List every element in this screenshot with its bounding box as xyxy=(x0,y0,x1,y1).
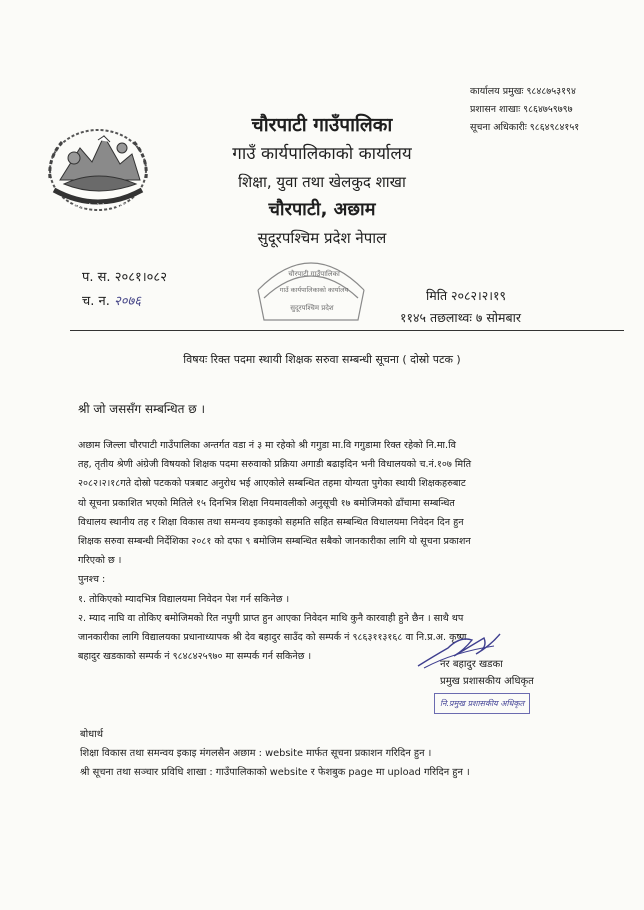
body-line: विधालय स्थानीय तह र शिक्षा विकास तथा समन्वय इकाइको सहमति सहित सम्बन्धित विधालयमा निवेदन दिन हुन xyxy=(78,516,464,528)
stamp-line-1: चौरपाटी गाउँपालिका xyxy=(288,270,340,278)
date-block xyxy=(400,285,521,329)
province-name: सुदूरपश्चिम प्रदेश नेपाल xyxy=(257,229,387,247)
postscript-item: २. म्याद नाघि वा तोकिए बमोजिमको रित नपुगी प्राप्त हुन आएका निवेदन माथि कुनै कारवाही हुने छैन । साथै थप xyxy=(78,612,464,624)
location-name: चौरपाटी, अछाम xyxy=(268,199,376,220)
stamp-line-2: गाउँ कार्यपालिकाको कार्यालय xyxy=(279,286,349,294)
contact-list xyxy=(470,83,640,137)
postscript-item: जानकारीका लागि विद्यालयका प्रधानाध्यापक श्री देव बहादुर साउँद को सम्पर्क नं ९८६३११३१६८ वा नि.प्र.अ. कृष्ण xyxy=(78,632,467,644)
postscript-item: बहादुर खडकाको सम्पर्क नं ९८४८४२५९७० मा सम्पर्क गर्न सकिनेछ । xyxy=(78,651,312,663)
copy-to-heading: बोधार्थ xyxy=(80,729,103,740)
dispatch-number xyxy=(82,290,167,314)
date-bs: मिति २०८२।२।१९ xyxy=(426,288,507,303)
body-line: गरिएको छ । xyxy=(78,555,122,567)
copy-to-line: शिक्षा विकास तथा समन्वय इकाइ मंगलसैन अछाम : website मार्फत सूचना प्रकाशन गरिदिन हुन । xyxy=(80,748,432,759)
signatory-name: नर बहादुर खडका xyxy=(440,659,503,670)
contact-info-officer: सूचना अधिकारीः ९८६४९८४१५१ xyxy=(470,122,580,133)
signatory-seal: नि.प्रमुख प्रशासकीय अधिकृत xyxy=(434,693,530,714)
office-stamp xyxy=(254,250,368,326)
body-line: तह, तृतीय श्रेणी अंग्रेजी विषयको शिक्षक पदमा सरुवाको प्रक्रिया अगाडी बढाइदिन भनी विधालयको च.नं.१०७ मिति xyxy=(78,459,472,471)
letter-number: प. स. २०८१।०८२ xyxy=(82,270,167,285)
postscript-heading: पुनश्च : xyxy=(78,574,106,586)
nepal-emblem-icon xyxy=(40,118,170,218)
reference-block xyxy=(82,266,167,314)
contact-admin-section: प्रशासन शाखाः ९८६४७५९७९७ xyxy=(470,104,573,115)
municipality-name: चौरपाटी गाउँपालिका xyxy=(251,114,393,136)
office-name: गाउँ कार्यपालिकाको कार्यालय xyxy=(232,144,412,164)
dispatch-number-label: च. न. xyxy=(82,294,110,309)
body-line: शिक्षक सरुवा सम्बन्धी निर्देशिका २०८१ को दफा ९ बमोजिम सम्बन्धित सबैको जानकारीका लागि यो सूचना प्रकाशन xyxy=(78,536,471,548)
body-line: यो सूचना प्रकाशित भएको मितिले १५ दिनभित्र शिक्षा नियमावलीको अनुसूची १७ बमोजिमको ढाँचामा सम्बन्धित xyxy=(78,497,455,509)
body-line: अछाम जिल्ला चौरपाटी गाउँपालिका अन्तर्गत वडा नं ३ मा रहेको श्री गगुडा मा.वि गगुडामा रिक्त रहेको नि.मा.वि xyxy=(78,440,456,451)
copy-to-line: श्री सूचना तथा सञ्चार प्रविधि शाखा : गाउँपालिकाको website र फेशबुक page मा upload गरिदिन हुन । xyxy=(80,767,470,778)
salutation: श्री जो जससँग सम्बन्धित छ । xyxy=(78,402,206,416)
emblem-caption: जनता जनार्दनको सेवामा समर्पित xyxy=(65,204,131,210)
contact-office-chief: कार्यालय प्रमुखः ९८४८७५३१९४ xyxy=(470,86,576,97)
date-nepal-sambat: ११४५ तछलाथ्वः ७ सोमबार xyxy=(400,310,521,325)
dispatch-number-handwritten: २०७६ xyxy=(114,294,142,309)
header-divider xyxy=(70,330,624,331)
section-name: शिक्षा, युवा तथा खेलकुद शाखा xyxy=(238,173,406,191)
signatory-title: प्रमुख प्रशासकीय अधिकृत xyxy=(440,676,534,687)
letterhead xyxy=(172,112,472,250)
signatory-block xyxy=(440,656,534,714)
body-line: २०८२।२।१८गते दोस्रो पटकको पत्रबाट अनुरोध भई आएकोले सम्बन्धित तहमा योग्यता पुगेका स्थायी शिक्षकहरुबाट xyxy=(78,478,466,490)
stamp-line-3: सुदूरपश्चिम प्रदेश xyxy=(290,304,334,312)
postscript-item: १. तोकिएको म्यादभित्र विद्यालयमा निवेदन पेश गर्न सकिनेछ । xyxy=(78,593,290,605)
subject-line: विषयः रिक्त पदमा स्थायी शिक्षक सरुवा सम्बन्धी सूचना ( दोस्रो पटक ) xyxy=(183,353,461,366)
copy-to-block xyxy=(80,725,470,782)
